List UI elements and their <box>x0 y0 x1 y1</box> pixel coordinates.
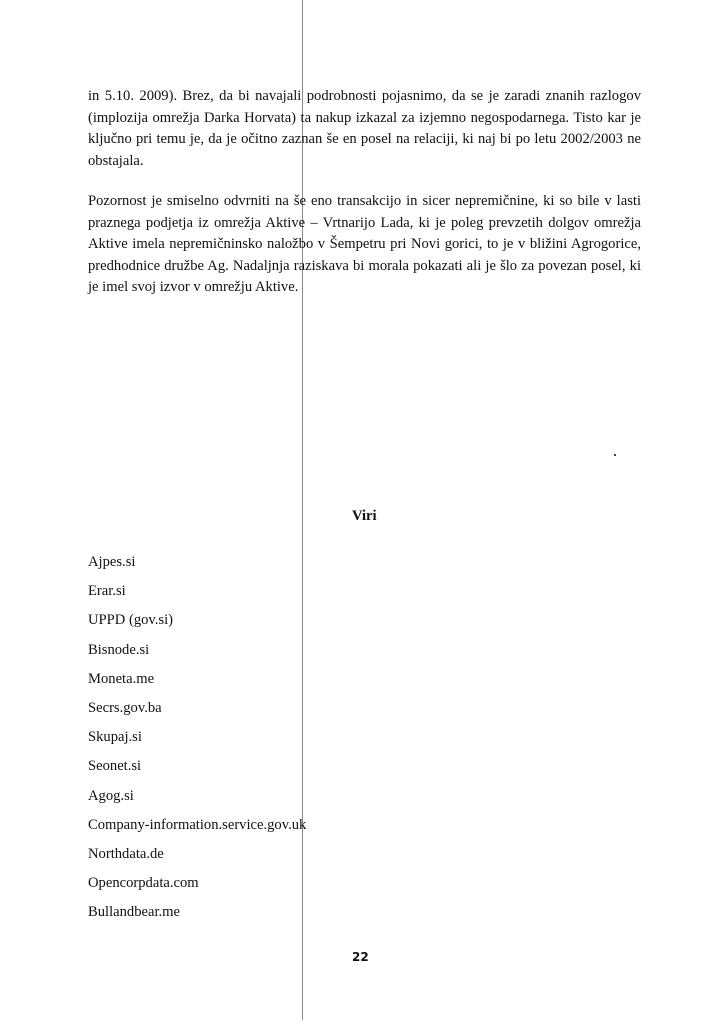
paragraph-2: Pozornost je smiselno odvrniti na še eno transakcijo in sicer nepremičnine, ki so bile v lasti praznega podjetja iz omrežja Aktive – Vrtnarijo Lada, ki je poleg prevzetih dolgov omrežja Aktive imela nepremičninsko naložbo v Šempetru pri Novi gorici, to je v bližini Agrogorice, predhodnice družbe Ag. Nadaljnja raziskava bi morala pokazati ali je šlo za povezan posel, ki je imel svoj izvor v omrežju Aktive. <box>88 193 641 295</box>
paragraph-1: in 5.10. 2009). Brez, da bi navajali podrobnosti pojasnimo, da se je zaradi znanih razlogov (implozija omrežja Darka Horvata) ta nakup izkazal za izjemno negospodarnega. Tisto kar je ključno pri temu je, da je očitno zaznan še en posel na relaciji, ki naj bi po letu 2002/2003 ne obstajala. <box>88 88 641 169</box>
source-item: Company-information.service.gov.uk <box>88 816 307 833</box>
sources-heading: Viri <box>352 508 377 524</box>
source-item: Agog.si <box>88 787 134 804</box>
source-item: Moneta.me <box>88 670 155 687</box>
source-item: Erar.si <box>88 583 126 600</box>
source-item: Seonet.si <box>88 758 142 775</box>
source-item: Bisnode.si <box>88 641 150 658</box>
sources-list <box>88 548 306 927</box>
page-number: 22 <box>352 950 369 964</box>
source-item: Northdata.de <box>88 845 164 862</box>
source-item: Skupaj.si <box>88 729 142 746</box>
source-item: Secrs.gov.ba <box>88 699 162 716</box>
source-item: Ajpes.si <box>88 554 136 570</box>
source-item: Opencorpdata.com <box>88 875 199 892</box>
source-item: UPPD (gov.si) <box>88 612 174 629</box>
scan-speck <box>614 454 616 456</box>
source-item: Bullandbear.me <box>88 904 180 921</box>
